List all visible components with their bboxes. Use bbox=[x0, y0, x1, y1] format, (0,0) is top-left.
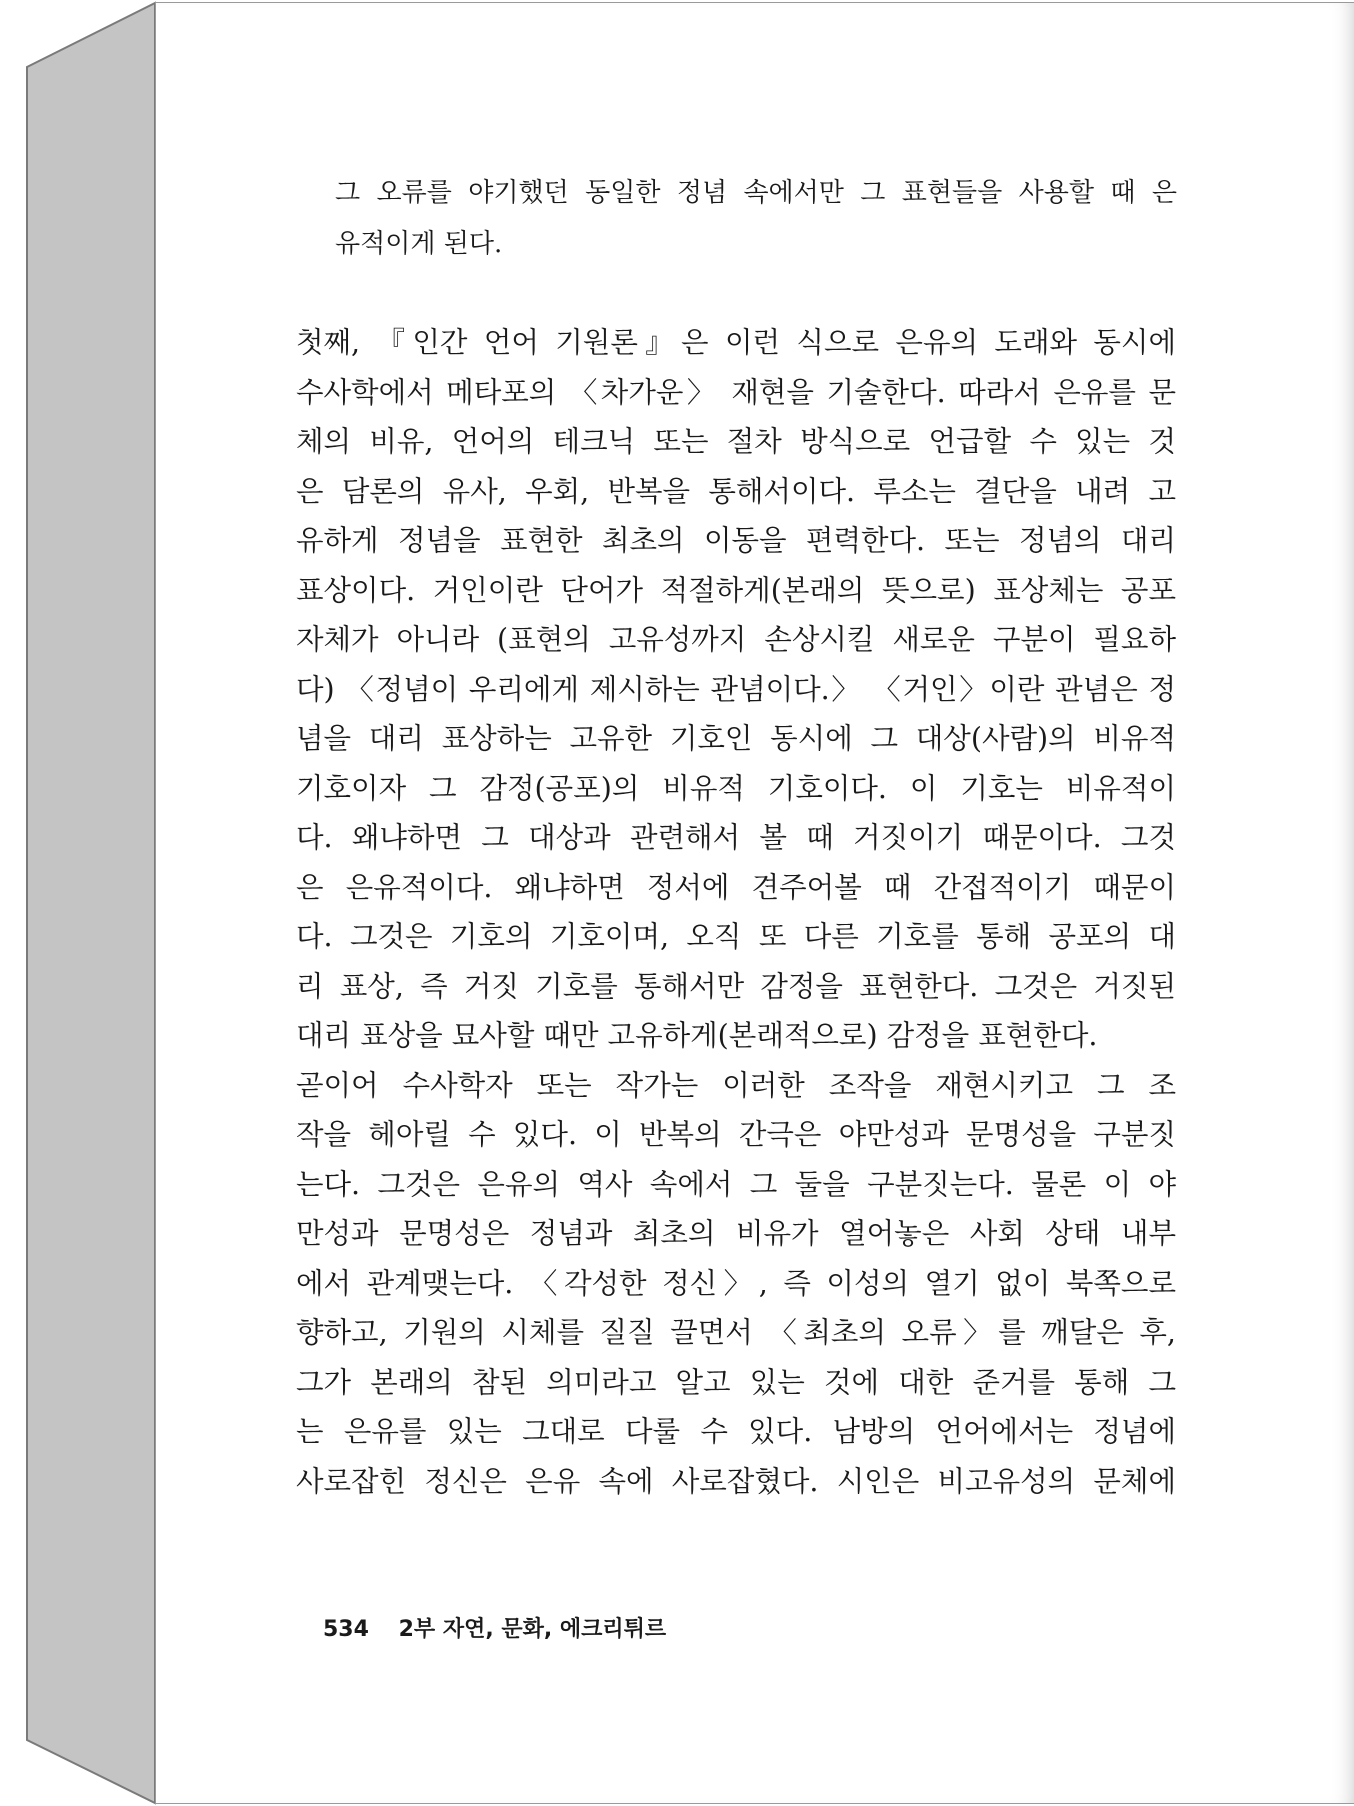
body-line: 사로잡힌 정신은 은유 속에 사로잡혔다. 시인은 비고유성의 문체에 bbox=[296, 1464, 1176, 1498]
body-text bbox=[296, 318, 1176, 1506]
body-line: 자체가 아니라 (표현의 고유성까지 손상시킬 새로운 구분이 필요하 bbox=[296, 623, 1176, 656]
body-line: 다. 왜냐하면 그 대상과 관련해서 볼 때 거짓이기 때문이다. 그것 bbox=[296, 821, 1176, 854]
page-number: 534 bbox=[323, 1617, 369, 1642]
body-line: 체의 비유, 언어의 테크닉 또는 절차 방식으로 언급할 수 있는 것 bbox=[296, 425, 1176, 458]
body-line: 리 표상, 즉 거짓 기호를 통해서만 감정을 표현한다. 그것은 거짓된 bbox=[296, 969, 1176, 1003]
body-line: 는다. 그것은 은유의 역사 속에서 그 둘을 구분짓는다. 물론 이 야 bbox=[296, 1167, 1176, 1201]
block-quote bbox=[335, 168, 1177, 270]
body-line: 그가 본래의 참된 의미라고 알고 있는 것에 대한 준거를 통해 그 bbox=[296, 1365, 1176, 1399]
quote-line: 그 오류를 야기했던 동일한 정념 속에서만 그 표현들을 사용할 때 은 bbox=[335, 178, 1177, 208]
body-line: 다. 그것은 기호의 기호이며, 오직 또 다른 기호를 통해 공포의 대 bbox=[296, 920, 1176, 953]
body-line: 만성과 문명성은 정념과 최초의 비유가 열어놓은 사회 상태 내부 bbox=[296, 1217, 1176, 1250]
body-line: 는 은유를 있는 그대로 다룰 수 있다. 남방의 언어에서는 정념에 bbox=[296, 1415, 1176, 1448]
body-line: 다) 〈정념이 우리에게 제시하는 관념이다.〉 〈거인〉이란 관념은 정 bbox=[296, 672, 1176, 706]
running-section-title: 2부 자연, 문화, 에크리튀르 bbox=[398, 1617, 667, 1642]
body-line: 작을 헤아릴 수 있다. 이 반복의 간극은 야만성과 문명성을 구분짓 bbox=[296, 1118, 1176, 1151]
body-line: 수사학에서 메타포의 〈차가운〉 재현을 기술한다. 따라서 은유를 문 bbox=[296, 375, 1176, 409]
body-line: 은 은유적이다. 왜냐하면 정서에 견주어볼 때 간접적이기 때문이 bbox=[296, 870, 1176, 904]
body-line: 대리 표상을 묘사할 때만 고유하게(본래적으로) 감정을 표현한다. bbox=[296, 1019, 1098, 1052]
body-line: 기호이자 그 감정(공포)의 비유적 기호이다. 이 기호는 비유적이 bbox=[296, 771, 1176, 805]
body-line: 표상이다. 거인이란 단어가 적절하게(본래의 뜻으로) 표상체는 공포 bbox=[296, 573, 1176, 607]
body-line: 향하고, 기원의 시체를 질질 끌면서 〈최초의 오류〉를 깨달은 후, bbox=[296, 1316, 1176, 1349]
body-line: 첫째, 『인간 언어 기원론』은 이런 식으로 은유의 도래와 동시에 bbox=[296, 326, 1176, 359]
page-footer bbox=[323, 1612, 666, 1643]
body-line: 유하게 정념을 표현한 최초의 이동을 편력한다. 또는 정념의 대리 bbox=[296, 524, 1176, 557]
body-line: 념을 대리 표상하는 고유한 기호인 동시에 그 대상(사람)의 비유적 bbox=[296, 722, 1176, 755]
quote-line: 유적이게 된다. bbox=[335, 229, 503, 259]
body-line: 은 담론의 유사, 우회, 반복을 통해서이다. 루소는 결단을 내려 고 bbox=[296, 474, 1176, 508]
body-line: 에서 관계맺는다. 〈각성한 정신〉, 즉 이성의 열기 없이 북쪽으로 bbox=[296, 1266, 1176, 1300]
body-line: 곧이어 수사학자 또는 작가는 이러한 조작을 재현시키고 그 조 bbox=[296, 1068, 1176, 1102]
